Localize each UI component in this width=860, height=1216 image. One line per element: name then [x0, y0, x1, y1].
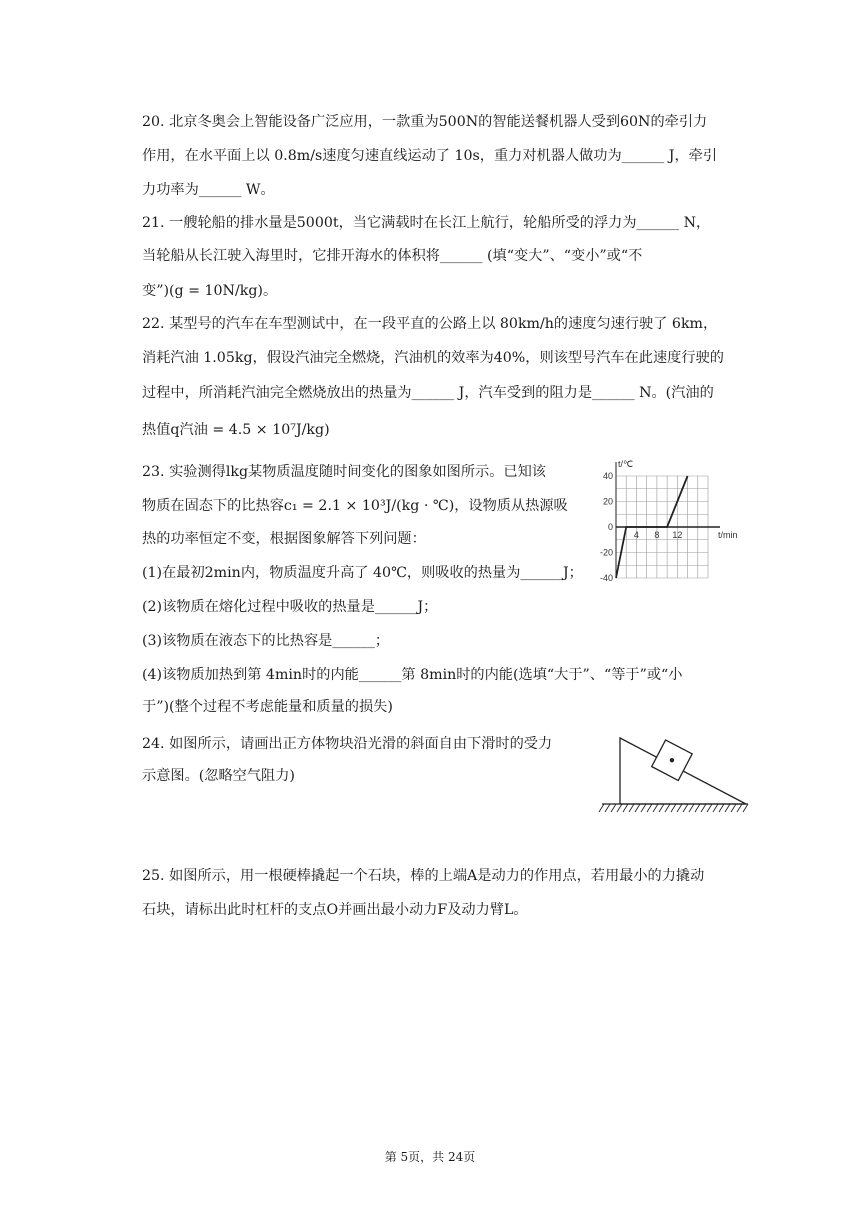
- q20-line3: 力功率为______ W。: [142, 182, 275, 198]
- q21-line1: 21. 一艘轮船的排水量是5000t，当它满载时在长江上航行，轮船所受的浮力为______ N，: [142, 215, 711, 231]
- hatch-line: [719, 804, 724, 812]
- hatch-line: [635, 804, 640, 812]
- incline-block-figure: [598, 732, 758, 822]
- hatch-line: [659, 804, 664, 812]
- cube-block: [652, 740, 692, 780]
- hatch-line: [713, 804, 718, 812]
- page-footer: 第 5页，共 24页: [384, 1150, 476, 1164]
- q24-line2: 示意图。(忽略空气阻力): [142, 768, 295, 784]
- hatch-line: [605, 804, 610, 812]
- hatch-line: [677, 804, 682, 812]
- hatch-line: [731, 804, 736, 812]
- chart-y-tick-label: -40: [599, 573, 613, 583]
- chart-y-tick-label: -20: [599, 547, 613, 558]
- chart-y-tick-label: 40: [602, 471, 613, 481]
- hatch-line: [665, 804, 670, 812]
- q23-part4-line2: 于”)(整个过程不考虑能量和质量的损失): [142, 699, 393, 715]
- q22-line1: 22. 某型号的汽车在车型测试中，在一段平直的公路上以 80km/h的速度匀速行驶了 6km，: [142, 316, 718, 332]
- q20-line2: 作用，在水平面上以 0.8m/s速度匀速直线运动了 10s，重力对机器人做功为______ J，牵引: [142, 148, 718, 164]
- chart-y-axis-label: t/℃: [618, 459, 634, 469]
- hatch-line: [725, 804, 730, 812]
- hatch-line: [599, 804, 604, 812]
- chart-x-axis-label: t/min: [718, 530, 738, 540]
- hatch-line: [737, 804, 742, 812]
- hatch-line: [689, 804, 694, 812]
- q23-line3: 热的功率恒定不变，根据图象解答下列问题：: [142, 531, 426, 547]
- hatch-line: [611, 804, 616, 812]
- q23-part3: (3)该物质在液态下的比热容是______；: [142, 633, 390, 649]
- q24-line1: 24. 如图所示，请画出正方体物块沿光滑的斜面自由下滑时的受力: [142, 736, 553, 752]
- hatch-line: [653, 804, 658, 812]
- q25-line1: 25. 如图所示，用一根硬棒撬起一个石块，棒的上端A是动力的作用点，若用最小的力撬动: [142, 868, 705, 884]
- hatch-line: [701, 804, 706, 812]
- chart-y-tick-label: 20: [602, 496, 613, 507]
- q22-line3: 过程中，所消耗汽油完全燃烧放出的热量为______ J，汽车受到的阻力是______ N。(汽油的: [142, 385, 714, 401]
- hatch-line: [617, 804, 622, 812]
- hatch-line: [629, 804, 634, 812]
- temperature-time-chart: [590, 456, 750, 586]
- chart-axes: [616, 462, 720, 578]
- q23-part4-line1: (4)该物质加热到第 4min时的内能______第 8min时的内能(选填“大于”、“等于”或“小: [142, 667, 683, 683]
- hatch-line: [743, 804, 748, 812]
- hatch-line: [707, 804, 712, 812]
- chart-x-tick-label: 12: [672, 530, 683, 540]
- q22-line4: 热值q汽油 = 4.5 × 10⁷J/kg): [142, 422, 330, 438]
- q23-line2: 物质在固态下的比热容c₁ = 2.1 × 10³J/(kg · ℃)，设物质从热源吸: [142, 498, 568, 514]
- chart-x-tick-label: 4: [633, 530, 639, 540]
- hatch-line: [647, 804, 652, 812]
- q23-part2: (2)该物质在熔化过程中吸收的热量是______J；: [142, 599, 438, 615]
- hatch-line: [671, 804, 676, 812]
- ground-hatching: [599, 804, 748, 812]
- chart-y-tick-label: 0: [607, 522, 613, 532]
- q22-line2: 消耗汽油 1.05kg，假设汽油完全燃烧，汽油机的效率为40%，则该型号汽车在此速度行驶的: [142, 350, 724, 366]
- q21-line2: 当轮船从长江驶入海里时，它排开海水的体积将______ (填“变大”、“变小”或“不: [142, 248, 643, 264]
- chart-x-tick-label: 8: [654, 530, 660, 540]
- q20-line1: 20. 北京冬奥会上智能设备广泛应用，一款重为500N的智能送餐机器人受到60N的牵引力: [142, 114, 708, 130]
- hatch-line: [695, 804, 700, 812]
- q23-line1: 23. 实验测得lkg某物质温度随时间变化的图象如图所示。已知该: [142, 464, 546, 480]
- q21-line3: 变”)(g = 10N/kg)。: [142, 283, 278, 299]
- q25-line2: 石块，请标出此时杠杆的支点O并画出最小动力F及动力臂L。: [142, 902, 528, 918]
- hatch-line: [641, 804, 646, 812]
- hatch-line: [683, 804, 688, 812]
- q23-part1: (1)在最初2min内，物质温度升高了 40℃，则吸收的热量为______J；: [142, 565, 583, 581]
- hatch-line: [623, 804, 628, 812]
